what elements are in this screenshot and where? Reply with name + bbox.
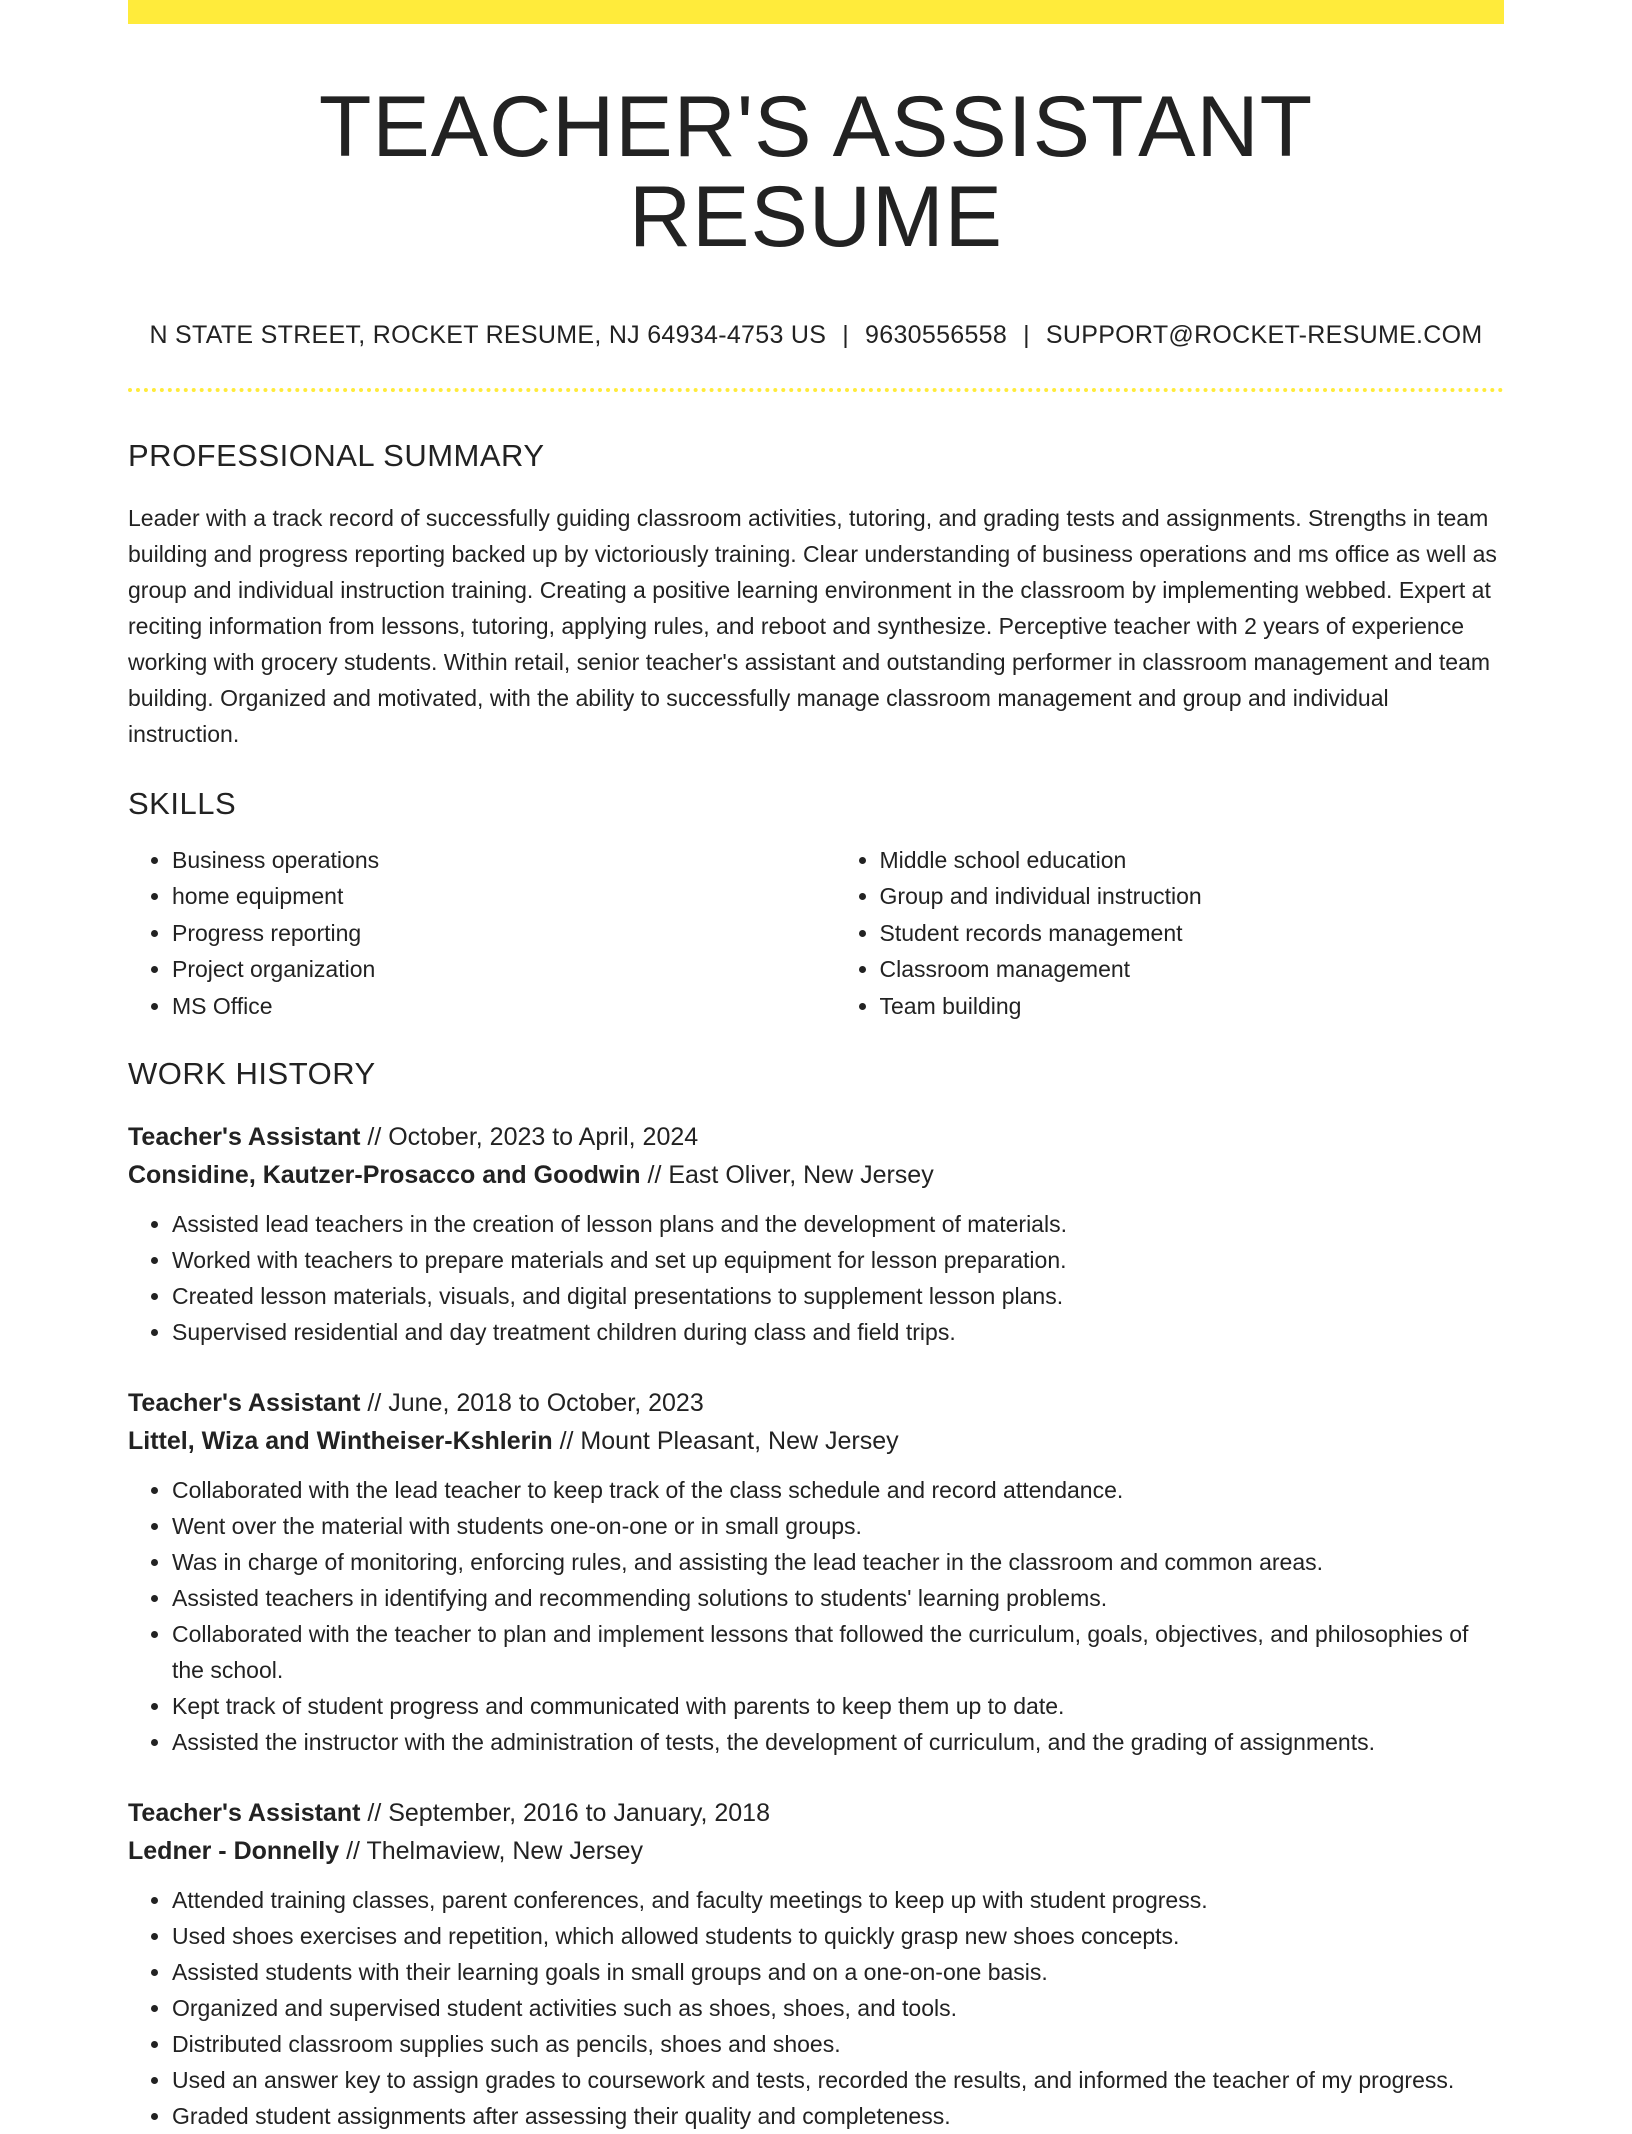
work-history-heading: WORK HISTORY: [128, 1056, 376, 1092]
contact-line: [128, 321, 1504, 350]
job-bullets: [128, 1882, 1504, 2134]
job-bullet: • Assisted students with their learning goals in small groups and on a one-on-one basis.: [172, 1954, 1504, 1990]
job-bullet: • Distributed classroom supplies such as pencils, shoes and shoes.: [172, 2026, 1504, 2062]
skill-item: • home equipment: [172, 878, 836, 915]
job-location: // Thelmaview, New Jersey: [346, 1837, 643, 1866]
job-entry: [128, 1794, 1504, 2134]
job-title: Teacher's Assistant: [128, 1389, 361, 1418]
job-company: Ledner - Donnelly: [128, 1837, 340, 1866]
job-title: Teacher's Assistant: [128, 1123, 361, 1152]
job-entry: [128, 1118, 1504, 1350]
skill-item: • Project organization: [172, 951, 836, 988]
job-bullet: • Used shoes exercises and repetition, which allowed students to quickly grasp new shoes concepts.: [172, 1918, 1504, 1954]
job-bullet: • Went over the material with students one-on-one or in small groups.: [172, 1508, 1504, 1544]
skills-heading: SKILLS: [128, 785, 237, 821]
job-title-line: [128, 1794, 1504, 1832]
job-bullet: • Assisted teachers in identifying and recommending solutions to students' learning problems.: [172, 1580, 1504, 1616]
job-bullet: • Collaborated with the teacher to plan and implement lessons that followed the curriculum, goals, objectives, and philosophies of the school.: [172, 1616, 1504, 1688]
job-dates: // June, 2018 to October, 2023: [367, 1389, 704, 1418]
job-company-line: [128, 1156, 1504, 1194]
contact-email: SUPPORT@ROCKET-RESUME.COM: [1045, 320, 1483, 349]
job-location: // Mount Pleasant, New Jersey: [559, 1427, 899, 1456]
job-title-line: [128, 1384, 1504, 1422]
skill-item: • Team building: [880, 988, 1504, 1025]
contact-separator: |: [1023, 320, 1030, 349]
skill-item: • Business operations: [172, 842, 836, 879]
job-bullet: • Was in charge of monitoring, enforcing rules, and assisting the lead teacher in the classroom and common areas.: [172, 1544, 1504, 1580]
skill-item: • Student records management: [880, 915, 1504, 952]
job-title-line: [128, 1118, 1504, 1156]
job-company-line: [128, 1422, 1504, 1460]
skill-item: • MS Office: [172, 988, 836, 1025]
job-bullet: • Assisted the instructor with the administration of tests, the development of curriculum, and the grading of assignments.: [172, 1724, 1504, 1760]
job-bullet: • Created lesson materials, visuals, and digital presentations to supplement lesson plans.: [172, 1278, 1504, 1314]
skills-column-left: [128, 842, 836, 1025]
contact-separator: |: [842, 320, 850, 349]
job-bullet: • Graded student assignments after assessing their quality and completeness.: [172, 2098, 1504, 2134]
skill-item: • Classroom management: [880, 951, 1504, 988]
summary-text: Leader with a track record of successfully guiding classroom activities, tutoring, and grading tests and assignments. Strengths in team building and progress reporting backed up by victoriously training. Clear understanding of business operations and ms office as well as group and individual instruction training. Creating a positive learning environment in the classroom by implementing webbed. Expert at reciting information from lessons, tutoring, applying rules, and reboot and synthesize. Perceptive teacher with 2 years of experience working with grocery students. Within retail, senior teacher's assistant and outstanding performer in classroom management and team building. Organized and motivated, with the ability to successfully manage classroom management and group and individual instruction.: [128, 504, 1497, 747]
job-location: // East Oliver, New Jersey: [647, 1161, 934, 1190]
skills-column-right: [836, 842, 1504, 1025]
job-bullet: • Supervised residential and day treatment children during class and field trips.: [172, 1314, 1504, 1350]
accent-top-bar: [128, 0, 1504, 24]
contact-phone: 9630556558: [865, 320, 1008, 349]
job-bullet: • Organized and supervised student activities such as shoes, shoes, and tools.: [172, 1990, 1504, 2026]
resume-title: TEACHER'S ASSISTANT RESUME: [318, 79, 1314, 266]
job-bullet: • Worked with teachers to prepare materials and set up equipment for lesson preparation.: [172, 1242, 1504, 1278]
job-dates: // September, 2016 to January, 2018: [367, 1799, 770, 1828]
summary-heading: PROFESSIONAL SUMMARY: [128, 437, 545, 473]
skill-item: • Progress reporting: [172, 915, 836, 952]
job-company-line: [128, 1832, 1504, 1870]
job-bullet: • Collaborated with the lead teacher to keep track of the class schedule and record attendance.: [172, 1472, 1504, 1508]
job-company: Considine, Kautzer-Prosacco and Goodwin: [128, 1161, 641, 1190]
job-title: Teacher's Assistant: [128, 1799, 361, 1828]
job-company: Littel, Wiza and Wintheiser-Kshlerin: [128, 1427, 553, 1456]
skills-list: [128, 842, 1504, 1025]
skill-item: • Middle school education: [880, 842, 1504, 879]
job-bullet: • Used an answer key to assign grades to coursework and tests, recorded the results, and informed the teacher of my progress.: [172, 2062, 1504, 2098]
job-bullets: [128, 1472, 1504, 1760]
job-entry: [128, 1384, 1504, 1760]
job-dates: // October, 2023 to April, 2024: [367, 1123, 699, 1152]
job-bullet: • Assisted lead teachers in the creation of lesson plans and the development of materials.: [172, 1206, 1504, 1242]
job-bullet: • Kept track of student progress and communicated with parents to keep them up to date.: [172, 1688, 1504, 1724]
job-bullet: • Attended training classes, parent conferences, and faculty meetings to keep up with student progress.: [172, 1882, 1504, 1918]
resume-page: [128, 0, 1504, 2134]
contact-address: N STATE STREET, ROCKET RESUME, NJ 64934-4753 US: [149, 320, 827, 349]
skill-item: • Group and individual instruction: [880, 878, 1504, 915]
job-bullets: [128, 1206, 1504, 1350]
dotted-divider: [128, 388, 1504, 392]
